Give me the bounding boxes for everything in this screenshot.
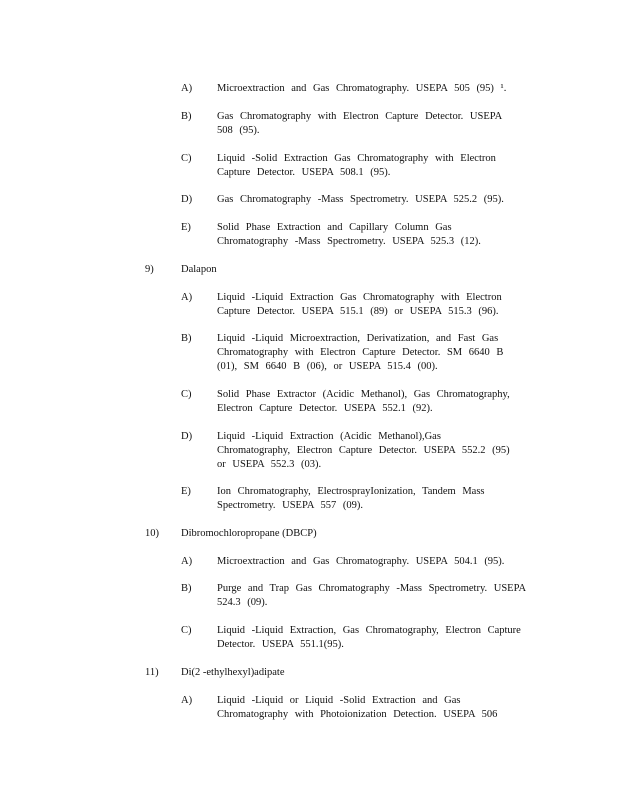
- item-letter: A): [181, 695, 193, 706]
- item-text: Solid Phase Extraction and Capillary Column Gas Chromatography -Mass Spectrometry. USEPA 525.3 (12).: [217, 222, 481, 247]
- item-text: Gas Chromatography with Electron Capture Detector. USEPA 508 (95).: [217, 111, 503, 136]
- item-text: Liquid -Liquid or Liquid -Solid Extraction and Gas Chromatography with Photoionization Detection. USEPA 506: [217, 695, 498, 720]
- item-letter: B): [181, 333, 192, 344]
- item-letter: A): [181, 292, 193, 303]
- item-text: Liquid -Liquid Microextraction, Derivatization, and Fast Gas Chromatography with Electron Capture Detector. SM 6640 B (01), SM 6640 B (06), or USEPA 515.4 (00).: [217, 333, 504, 372]
- section-number: 11): [145, 667, 159, 678]
- item-text: Purge and Trap Gas Chromatography -Mass Spectrometry. USEPA 524.3 (09).: [217, 583, 527, 608]
- section-heading: Dalapon: [181, 264, 217, 275]
- item-text: Gas Chromatography -Mass Spectrometry. USEPA 525.2 (95).: [217, 194, 504, 205]
- item-text: Liquid -Liquid Extraction Gas Chromatography with Electron Capture Detector. USEPA 515.1 (89) or USEPA 515.3 (96).: [217, 292, 502, 317]
- item-letter: B): [181, 583, 192, 594]
- item-letter: C): [181, 625, 192, 636]
- item-letter: A): [181, 556, 193, 567]
- item-text: Microextraction and Gas Chromatography. USEPA 505 (95) ¹.: [217, 83, 507, 94]
- item-text: Solid Phase Extractor (Acidic Methanol), Gas Chromatography, Electron Capture Detector. USEPA 552.1 (92).: [217, 389, 510, 414]
- item-text: Ion Chromatography, ElectrosprayIonization, Tandem Mass Spectrometry. USEPA 557 (09).: [217, 486, 485, 511]
- item-letter: B): [181, 111, 192, 122]
- item-text: Liquid -Liquid Extraction (Acidic Methanol),Gas Chromatography, Electron Capture Detector. USEPA 552.2 (95) or USEPA 552.3 (03).: [217, 431, 510, 470]
- item-text: Liquid -Liquid Extraction, Gas Chromatography, Electron Capture Detector. USEPA 551.1(95).: [217, 625, 521, 650]
- section-number: 10): [145, 528, 159, 539]
- item-text: Liquid -Solid Extraction Gas Chromatography with Electron Capture Detector. USEPA 508.1 (95).: [217, 153, 496, 178]
- item-letter: E): [181, 222, 191, 233]
- item-letter: D): [181, 431, 193, 442]
- section-heading: Di(2 -ethylhexyl)adipate: [181, 667, 285, 678]
- section-heading: Dibromochloropropane (DBCP): [181, 528, 317, 539]
- item-text: Microextraction and Gas Chromatography. USEPA 504.1 (95).: [217, 556, 505, 567]
- item-letter: D): [181, 194, 193, 205]
- item-letter: C): [181, 389, 192, 400]
- item-letter: E): [181, 486, 191, 497]
- section-number: 9): [145, 264, 154, 275]
- item-letter: A): [181, 83, 193, 94]
- item-letter: C): [181, 153, 192, 164]
